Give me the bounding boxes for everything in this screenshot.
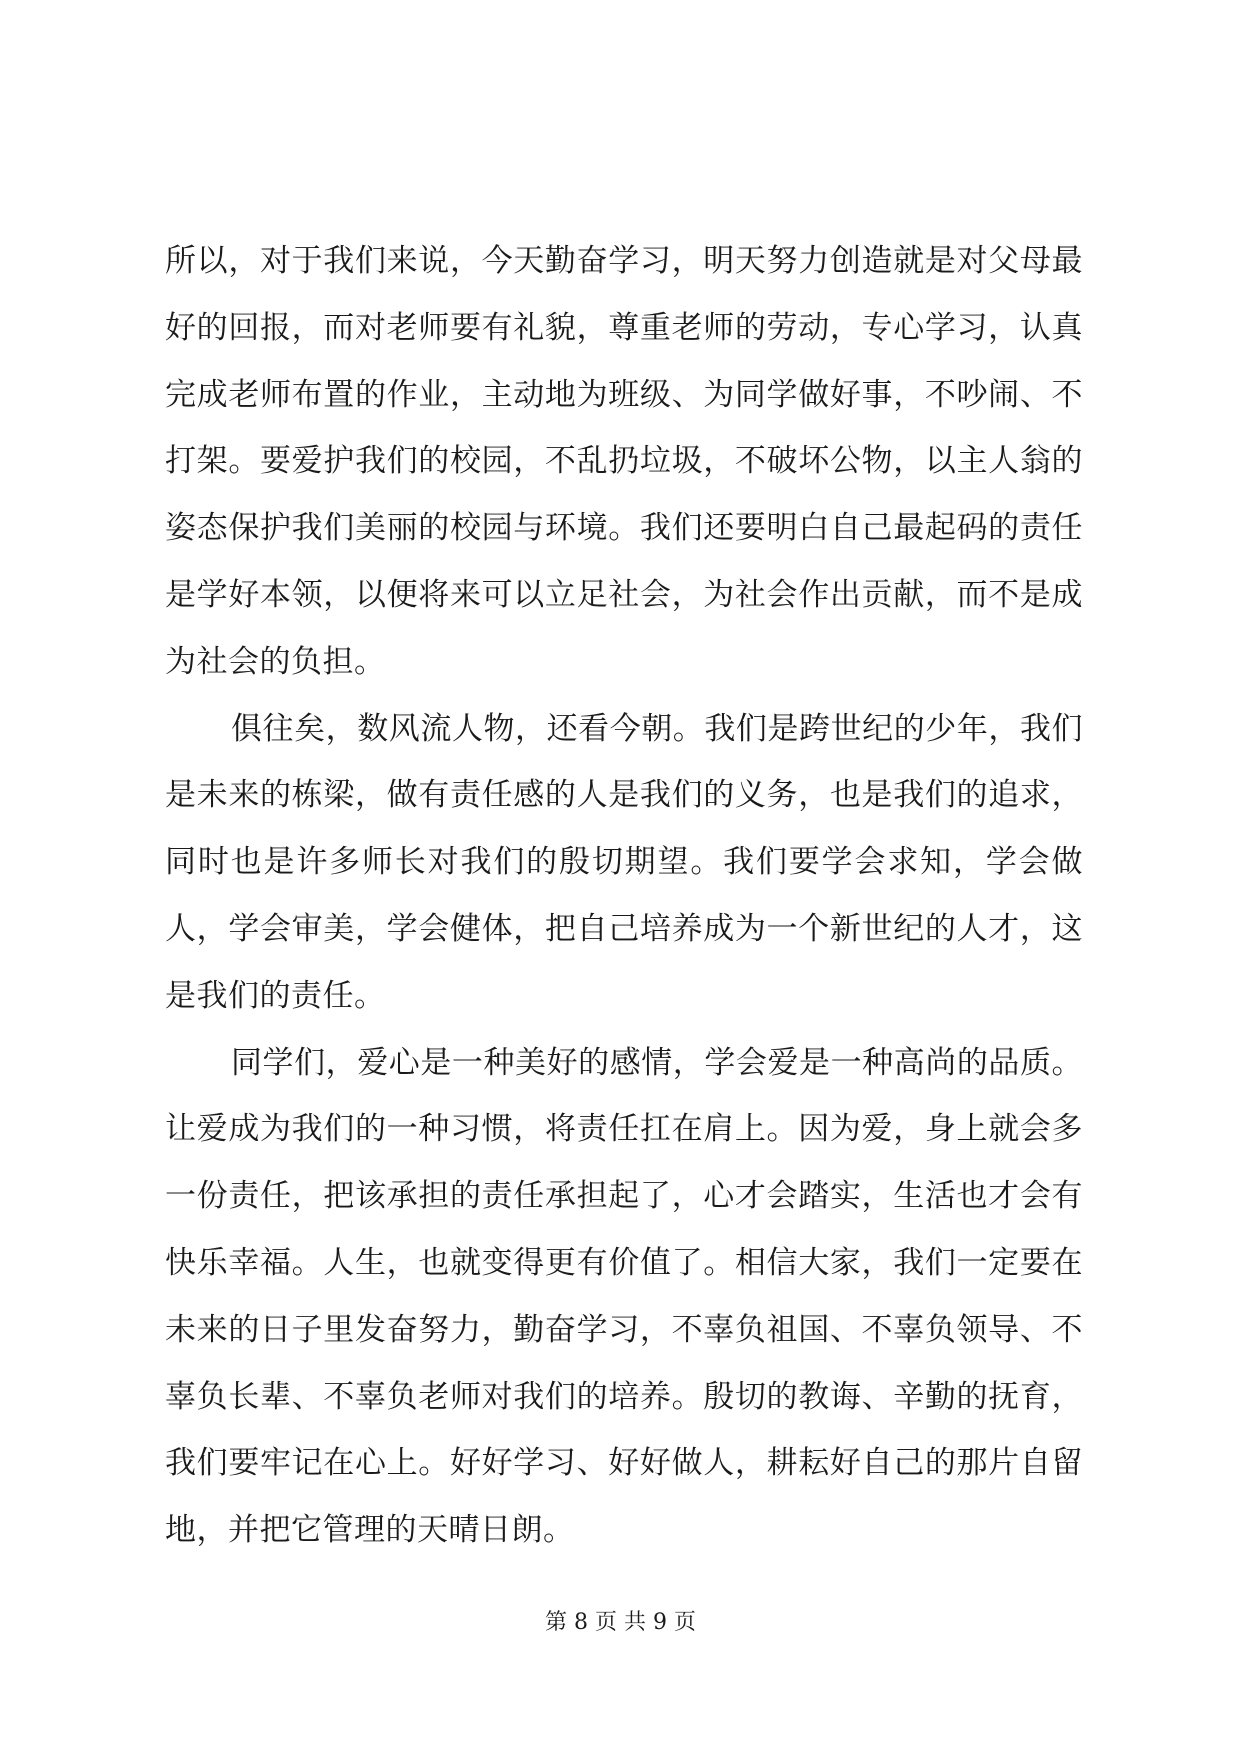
paragraph-2: 俱往矣，数风流人物，还看今朝。我们是跨世纪的少年，我们是未来的栋梁，做有责任感的人是我们的义务，也是我们的追求，同时也是许多师长对我们的殷切期望。我们要学会求知，学会做人，学会审美，学会健体，把自己培养成为一个新世纪的人才，这是我们的责任。 xyxy=(165,710,1083,1014)
paragraph-3: 同学们，爱心是一种美好的感情，学会爱是一种高尚的品质。让爱成为我们的一种习惯，将责任扛在肩上。因为爱，身上就会多一份责任，把该承担的责任承担起了，心才会踏实，生活也才会有快乐幸福。人生，也就变得更有价值了。相信大家，我们一定要在未来的日子里发奋努力，勤奋学习，不辜负祖国、不辜负领导、不辜负长辈、不辜负老师对我们的培养。殷切的教诲、辛勤的抚育，我们要牢记在心上。好好学习、好好做人，耕耘好自己的那片自留地，并把它管理的天晴日朗。 xyxy=(165,1044,1083,1549)
paragraph-1: 所以，对于我们来说，今天勤奋学习，明天努力创造就是对父母最好的回报，而对老师要有礼貌，尊重老师的劳动，专心学习，认真完成老师布置的作业，主动地为班级、为同学做好事，不吵闹、不打架。要爱护我们的校园，不乱扔垃圾，不破坏公物，以主人翁的姿态保护我们美丽的校园与环境。我们还要明白自己最起码的责任是学好本领，以便将来可以立足社会，为社会作出贡献，而不是成为社会的负担。 xyxy=(165,243,1083,680)
document-body xyxy=(165,228,1083,1564)
page-number-footer: 第 8 页 共 9 页 xyxy=(545,1610,696,1635)
